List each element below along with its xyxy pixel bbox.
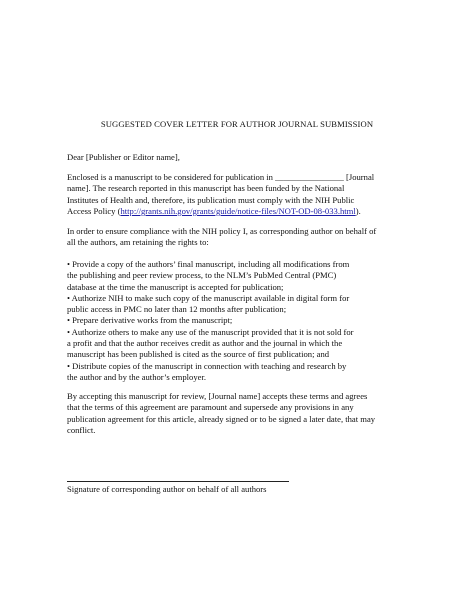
rights-line-3: database at the time the manuscript is accepted for publication; <box>67 281 284 292</box>
rights-line-8: a profit and that the author receives credit as author and the journal in which the <box>67 338 343 349</box>
rights-line-6: • Prepare derivative works from the manuscript; <box>67 315 233 326</box>
salutation-line: Dear [Publisher or Editor name], <box>67 152 180 162</box>
intro-line-4-prefix: Access Policy ( <box>67 205 121 216</box>
compliance-line-2: all the authors, am retaining the rights to: <box>67 237 209 248</box>
intro-line-4-suffix: ). <box>355 205 361 216</box>
signature-caption <box>67 484 412 495</box>
acceptance-paragraph <box>67 391 412 436</box>
intro-line-4 <box>67 206 412 217</box>
rights-line-10: • Distribute copies of the manuscript in connection with teaching and research by <box>67 360 347 371</box>
acceptance-line-3: publication agreement for this article, already signed or to be signed a later date, that may <box>67 413 376 424</box>
compliance-line-1: In order to ensure compliance with the NIH policy I, as corresponding author on behalf of <box>67 226 377 236</box>
rights-line-2: the publishing and peer review process, to the NLM’s PubMed Central (PMC) <box>67 270 337 281</box>
acceptance-line-2: that the terms of this agreement are paramount and supersede any provisions in any <box>67 402 354 413</box>
signature-line[interactable] <box>67 481 289 482</box>
salutation <box>67 152 412 163</box>
intro-line-3: Institutes of Health and, therefore, its publication must comply with the NIH Public <box>67 194 355 205</box>
document-title: SUGGESTED COVER LETTER FOR AUTHOR JOURNAL SUBMISSION <box>100 119 374 129</box>
signature-caption-text: Signature of corresponding author on behalf of all authors <box>67 484 267 494</box>
rights-list <box>67 259 412 383</box>
compliance-paragraph <box>67 226 412 249</box>
nih-policy-link[interactable]: http://grants.nih.gov/grants/guide/notice-files/NOT-OD-08-033.html <box>120 205 356 216</box>
acceptance-line-1: By accepting this manuscript for review, [Journal name] accepts these terms and agrees <box>67 391 368 401</box>
rights-line-1: • Provide a copy of the authors’ final manuscript, including all modifications from <box>67 259 350 269</box>
rights-line-9: manuscript has been published is cited as the source of first publication; and <box>67 349 330 360</box>
rights-line-5: public access in PMC no later than 12 months after publication; <box>67 304 287 315</box>
rights-line-7: • Authorize others to make any use of the manuscript provided that it is not sold for <box>67 326 354 337</box>
rights-line-11: the author and by the author’s employer. <box>67 371 206 382</box>
acceptance-line-4: conflict. <box>67 424 96 435</box>
intro-paragraph <box>67 172 412 217</box>
intro-line-1: Enclosed is a manuscript to be considered for publication in ________________ [Journal <box>67 172 375 182</box>
rights-line-4: • Authorize NIH to make such copy of the manuscript available in digital form for <box>67 292 350 303</box>
intro-line-2: name]. The research reported in this manuscript has been funded by the National <box>67 183 345 194</box>
